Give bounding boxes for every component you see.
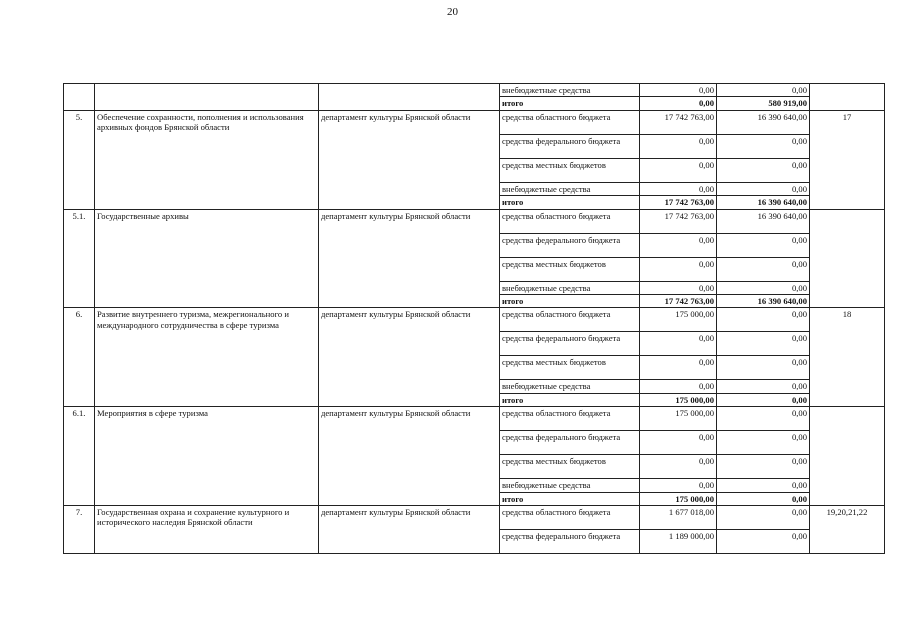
section-name: Государственные архивы (95, 209, 319, 308)
section-executor: департамент культуры Брянской области (319, 506, 500, 554)
amount-2-cell: 0,00 (717, 257, 810, 281)
source-cell: средства местных бюджетов (500, 455, 640, 479)
amount-1-cell: 17 742 763,00 (640, 110, 717, 134)
amount-2-cell: 0,00 (717, 356, 810, 380)
amount-2-cell: 0,00 (717, 380, 810, 393)
amount-1-cell: 175 000,00 (640, 308, 717, 332)
section-executor: департамент культуры Брянской области (319, 407, 500, 506)
amount-2-cell: 0,00 (717, 407, 810, 431)
amount-1-cell: 0,00 (640, 134, 717, 158)
amount-1-cell: 0,00 (640, 233, 717, 257)
indicator-cell (810, 407, 885, 506)
section-executor: департамент культуры Брянской области (319, 209, 500, 308)
source-cell: внебюджетные средства (500, 281, 640, 294)
source-cell: внебюджетные средства (500, 84, 640, 97)
source-cell: средства федерального бюджета (500, 530, 640, 554)
source-cell: средства областного бюджета (500, 308, 640, 332)
amount-1-cell: 0,00 (640, 332, 717, 356)
amount-2-cell: 0,00 (717, 431, 810, 455)
amount-1-cell: 17 742 763,00 (640, 209, 717, 233)
amount-2-cell: 16 390 640,00 (717, 110, 810, 134)
amount-2-cell: 0,00 (717, 479, 810, 492)
amount-1-cell: 0,00 (640, 84, 717, 97)
amount-2-cell: 0,00 (717, 281, 810, 294)
amount-2-cell: 0,00 (717, 84, 810, 97)
amount-1-cell: 0,00 (640, 281, 717, 294)
amount-2-cell: 0,00 (717, 393, 810, 406)
amount-1-cell: 0,00 (640, 97, 717, 110)
table-row (64, 84, 885, 97)
amount-1-cell: 0,00 (640, 356, 717, 380)
section-name: Государственная охрана и сохранение культурного и исторического наследия Брянской области (95, 506, 319, 554)
amount-1-cell: 175 000,00 (640, 492, 717, 505)
amount-1-cell: 0,00 (640, 380, 717, 393)
name-cell (95, 84, 319, 111)
section-number: 5. (64, 110, 95, 209)
section-number: 5.1. (64, 209, 95, 308)
indicator-cell (810, 209, 885, 308)
indicator-cell: 17 (810, 110, 885, 209)
section-number: 6. (64, 308, 95, 407)
indicator-cell: 19,20,21,22 (810, 506, 885, 554)
amount-2-cell: 16 390 640,00 (717, 196, 810, 209)
amount-2-cell: 0,00 (717, 530, 810, 554)
table-row (64, 308, 885, 332)
source-cell: средства местных бюджетов (500, 257, 640, 281)
amount-2-cell: 0,00 (717, 134, 810, 158)
amount-1-cell: 1 677 018,00 (640, 506, 717, 530)
amount-2-cell: 0,00 (717, 506, 810, 530)
source-cell: итого (500, 492, 640, 505)
source-cell: итого (500, 295, 640, 308)
page-number: 20 (447, 6, 458, 18)
amount-1-cell: 17 742 763,00 (640, 295, 717, 308)
budget-table (63, 83, 885, 554)
source-cell: итого (500, 393, 640, 406)
amount-1-cell: 0,00 (640, 182, 717, 195)
source-cell: средства местных бюджетов (500, 356, 640, 380)
amount-2-cell: 0,00 (717, 492, 810, 505)
indicator-cell: 18 (810, 308, 885, 407)
source-cell: средства областного бюджета (500, 407, 640, 431)
source-cell: итого (500, 196, 640, 209)
amount-2-cell: 0,00 (717, 308, 810, 332)
source-cell: средства федерального бюджета (500, 332, 640, 356)
amount-1-cell: 0,00 (640, 257, 717, 281)
number-cell (64, 84, 95, 111)
indicator-cell (810, 84, 885, 111)
amount-1-cell: 0,00 (640, 455, 717, 479)
amount-2-cell: 16 390 640,00 (717, 295, 810, 308)
source-cell: внебюджетные средства (500, 182, 640, 195)
source-cell: средства областного бюджета (500, 506, 640, 530)
section-name: Мероприятия в сфере туризма (95, 407, 319, 506)
amount-1-cell: 1 189 000,00 (640, 530, 717, 554)
amount-2-cell: 0,00 (717, 158, 810, 182)
amount-2-cell: 0,00 (717, 455, 810, 479)
source-cell: средства областного бюджета (500, 209, 640, 233)
table-row (64, 209, 885, 233)
amount-1-cell: 17 742 763,00 (640, 196, 717, 209)
source-cell: средства областного бюджета (500, 110, 640, 134)
section-executor: департамент культуры Брянской области (319, 308, 500, 407)
source-cell: средства федерального бюджета (500, 134, 640, 158)
source-cell: средства федерального бюджета (500, 431, 640, 455)
table-row (64, 407, 885, 431)
table-row (64, 110, 885, 134)
amount-1-cell: 175 000,00 (640, 407, 717, 431)
section-executor: департамент культуры Брянской области (319, 110, 500, 209)
executor-cell (319, 84, 500, 111)
amount-1-cell: 0,00 (640, 479, 717, 492)
amount-1-cell: 0,00 (640, 431, 717, 455)
section-number: 7. (64, 506, 95, 554)
amount-2-cell: 580 919,00 (717, 97, 810, 110)
amount-2-cell: 0,00 (717, 233, 810, 257)
source-cell: внебюджетные средства (500, 479, 640, 492)
section-name: Обеспечение сохранности, пополнения и использования архивных фондов Брянской области (95, 110, 319, 209)
section-name: Развитие внутреннего туризма, межрегионального и международного сотрудничества в сфере туризма (95, 308, 319, 407)
amount-2-cell: 0,00 (717, 332, 810, 356)
source-cell: средства федерального бюджета (500, 233, 640, 257)
source-cell: итого (500, 97, 640, 110)
section-number: 6.1. (64, 407, 95, 506)
source-cell: средства местных бюджетов (500, 158, 640, 182)
amount-1-cell: 0,00 (640, 158, 717, 182)
table-row (64, 506, 885, 530)
amount-2-cell: 0,00 (717, 182, 810, 195)
amount-2-cell: 16 390 640,00 (717, 209, 810, 233)
amount-1-cell: 175 000,00 (640, 393, 717, 406)
source-cell: внебюджетные средства (500, 380, 640, 393)
